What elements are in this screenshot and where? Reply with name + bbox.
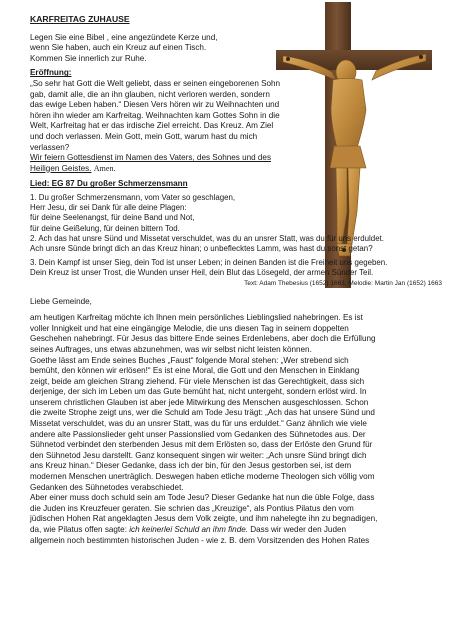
sermon-line: allgemein noch bestimmten historischen Juden - wie z. B. dem Vorsitzenden des Hohen Rates xyxy=(30,535,370,545)
sermon-line: derjenige, der sich im Leben um das Gute bemüht hat, nicht untergeht, sondern erlöst wird. In xyxy=(30,387,367,397)
opening-line: „So sehr hat Gott die Welt geliebt, dass er seinen eingeborenen Sohn xyxy=(30,78,281,88)
sermon-line xyxy=(30,525,442,536)
sermon-line: Geschehen nahebringt. Für Jesus das bittere Ende seines Erdenlebens, aber doch die Erfüllung xyxy=(30,334,376,344)
sermon-line: bemüht, den können wir erlösen!“ Es ist eine Moral, die Gott und den Menschen in Einklang xyxy=(30,366,360,376)
intro-line: Kommen Sie innerlich zur Ruhe. xyxy=(30,53,147,63)
song-line: für deine Geißelung, für deinen bittern Tod. xyxy=(30,223,180,233)
opening-section xyxy=(30,68,442,174)
opening-line: verlassen? xyxy=(30,142,70,152)
song-line: 3. Dein Kampf ist unser Sieg, dein Tod ist unser Leben; in deinen Banden ist die Freiheit uns gegeben. xyxy=(30,258,388,268)
sermon-section xyxy=(30,297,442,547)
sermon-line: jüdischen Hohen Rat angeklagten Jesus dem Volk zeigte, und ihm nahelegte ihn zu begnadigen, xyxy=(30,514,378,524)
sermon-greeting: Liebe Gemeinde, xyxy=(30,296,92,306)
opening-line: Welt, Karfreitag hat er das irdische Ziel erreicht. Das Kreuz. Am Ziel xyxy=(30,121,274,131)
song-lyrics xyxy=(30,193,442,288)
sermon-line: Missetat verschuldet, was du an unsrer Statt, was du für uns erduldet.“ Ganz ähnlich wie viele xyxy=(30,419,367,429)
sermon-line: Sühnetod verbindet den sterbenden Jesus mit dem Erlösten so, dass der Erlöste den Grund für xyxy=(30,440,373,450)
sermon-line: die Juden ins Kreuzfeuer geraten. Sie schrien das „Kreuzige“, als Pontius Pilatus den vom xyxy=(30,503,354,513)
song-line: Ach unsre Sünde bringt dich an das Kreuz hinan; o unbeflecktes Lamm, was hast du sonst getan? xyxy=(30,243,373,253)
sermon-line: die zweite Strophe zeigt uns, wer die Schuld am Tode Jesu trägt: „Ach das hat unsere Sünd und xyxy=(30,408,375,418)
document-title: KARFREITAG ZUHAUSE xyxy=(30,14,130,24)
sermon-line: seines Auftrages, uns etwas abzunehmen, was wir selbst nicht leisten können. xyxy=(30,344,312,354)
sermon-line: ans Kreuz hinan.“ Dieser Gedanke, dass ich der bin, für den Jesus gestorben sei, ist dem xyxy=(30,461,352,471)
intro-instructions xyxy=(30,33,442,65)
song-line: Herr Jesu, dir sei Dank für alle deine Plagen: xyxy=(30,203,187,213)
sermon-line: modernen Menschen unerträglich. Deswegen haben etliche moderne Theologen sich völlig vom xyxy=(30,472,375,482)
opening-line: gab, damit alle, die an ihn glauben, nicht verloren werden, sondern xyxy=(30,89,270,99)
opening-line: das ewige Leben haben.“ Diesen Vers hören wir zu Weihnachten und xyxy=(30,100,280,110)
intro-line: wenn Sie haben, auch ein Kreuz auf einen Tisch. xyxy=(30,43,207,53)
sermon-text: Dass wir weder den Juden xyxy=(248,525,346,534)
song-line: 2. Ach das hat unsre Sünd und Missetat verschuldet, was du an unsrer Statt, was du für uns erduldet. xyxy=(30,233,384,243)
sermon-line: Aber einer muss doch schuld sein am Tode Jesu? Dieser Gedanke hat nun die üble Folge, dass xyxy=(30,493,375,503)
document-page xyxy=(30,14,442,546)
blessing-line: Wir feiern Gottesdienst im Namen des Vaters, des Sohnes und des xyxy=(30,153,272,163)
song-line: 1. Du großer Schmerzensmann, vom Vater so geschlagen, xyxy=(30,192,236,202)
blessing-line: Heiligen Geistes. xyxy=(30,163,92,173)
intro-line: Legen Sie eine Bibel , eine angezündete Kerze und, xyxy=(30,32,218,42)
sermon-line: unserem christlichen Glauben ist aber jede Mitwirkung des Menschen ausgeschlossen. Schon xyxy=(30,397,369,407)
song-heading: Lied: EG 87 Du großer Schmerzensmann xyxy=(30,179,188,189)
song-line: Dein Kreuz ist unser Trost, die Wunden unser Heil, dein Blut das Lösegeld, der armen Sünder Teil. xyxy=(30,268,374,278)
pilate-quote: ich keinerlei Schuld an ihm finde. xyxy=(129,525,248,534)
opening-heading: Eröffnung: xyxy=(30,68,72,78)
sermon-line: Goethe lässt am Ende seines Buches „Faust“ folgende Moral stehen: „Wer strebend sich xyxy=(30,355,349,365)
sermon-line: andere alte Passionslieder geht unser Passionslied vom Gedanken des Sühnetodes aus. Der xyxy=(30,429,366,439)
sermon-text: da, wie Pilatus offen sagte: xyxy=(30,525,130,534)
song-credit: Text: Adam Thebesius (1652) 1663, Melodie: Martin Jan (1652) 1663 xyxy=(244,279,442,287)
sermon-line: zeigt, beide am gleichen Strang ziehend. Für viele Menschen ist das Gerechtigkeit, dass sich xyxy=(30,376,365,386)
amen-text: Amen. xyxy=(93,163,116,173)
sermon-line: Gedanken des Sühnetodes verabschiedet. xyxy=(30,482,184,492)
opening-line: hören ihn wieder am Karfreitag. Weihnachten kam Gottes Sohn in die xyxy=(30,110,280,120)
sermon-line: am heutigen Karfreitag möchte ich Ihnen mein persönliches Lieblingslied nahebringen. Es ist xyxy=(30,313,363,323)
sermon-line: voller Innigkeit und hat eine eingängige Melodie, die uns diesen Tag in seinem doppelten xyxy=(30,323,349,333)
opening-line: und doch verlassen. Mein Gott, mein Gott, warum hast du mich xyxy=(30,131,258,141)
song-line: für deine Seelenangst, für deine Band und Not, xyxy=(30,213,195,223)
sermon-line: den Sühnetod Jesu darstellt. Ganz konsequent singen wir weiter: „Ach unsre Sünd bringt dich xyxy=(30,450,367,460)
